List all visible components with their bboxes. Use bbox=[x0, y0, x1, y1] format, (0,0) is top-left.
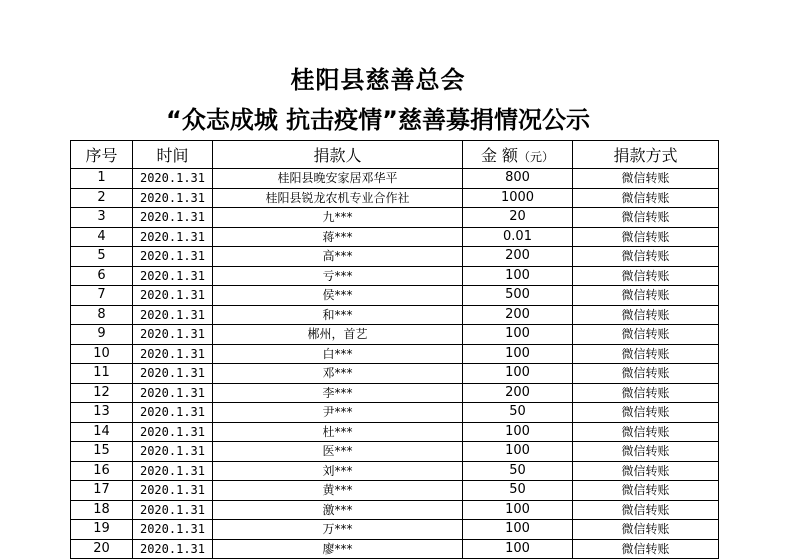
cell-donor: 激*** bbox=[213, 500, 463, 520]
cell-amount: 100 bbox=[463, 422, 573, 442]
cell-donor: 医*** bbox=[213, 442, 463, 462]
cell-amount: 50 bbox=[463, 461, 573, 481]
cell-donor: 李*** bbox=[213, 383, 463, 403]
document-subtitle: “众志成城 抗击疫情”慈善募捐情况公示 bbox=[166, 106, 590, 134]
cell-date: 2020.1.31 bbox=[133, 188, 213, 208]
cell-amount: 200 bbox=[463, 247, 573, 267]
cell-amount: 50 bbox=[463, 481, 573, 501]
cell-amount: 100 bbox=[463, 500, 573, 520]
table-row bbox=[71, 461, 719, 481]
cell-method: 微信转账 bbox=[573, 266, 719, 286]
cell-date: 2020.1.31 bbox=[133, 461, 213, 481]
table-row bbox=[71, 286, 719, 306]
cell-donor: 万*** bbox=[213, 520, 463, 540]
cell-amount: 50 bbox=[463, 403, 573, 423]
cell-date: 2020.1.31 bbox=[133, 227, 213, 247]
table-row bbox=[71, 247, 719, 267]
cell-method: 微信转账 bbox=[573, 383, 719, 403]
cell-date: 2020.1.31 bbox=[133, 520, 213, 540]
table-row bbox=[71, 383, 719, 403]
cell-amount: 0.01 bbox=[463, 227, 573, 247]
cell-seq: 12 bbox=[71, 383, 133, 403]
cell-method: 微信转账 bbox=[573, 344, 719, 364]
cell-method: 微信转账 bbox=[573, 403, 719, 423]
cell-amount: 800 bbox=[463, 169, 573, 189]
table-row bbox=[71, 422, 719, 442]
table-row bbox=[71, 364, 719, 384]
cell-amount: 100 bbox=[463, 344, 573, 364]
column-header-amount-unit: （元） bbox=[518, 150, 555, 164]
cell-method: 微信转账 bbox=[573, 520, 719, 540]
cell-seq: 11 bbox=[71, 364, 133, 384]
cell-method: 微信转账 bbox=[573, 247, 719, 267]
table-row bbox=[71, 208, 719, 228]
cell-date: 2020.1.31 bbox=[133, 325, 213, 345]
cell-seq: 6 bbox=[71, 266, 133, 286]
cell-method: 微信转账 bbox=[573, 208, 719, 228]
table-row bbox=[71, 500, 719, 520]
cell-donor: 桂阳县晚安家居邓华平 bbox=[213, 169, 463, 189]
table-row bbox=[71, 442, 719, 462]
table-row bbox=[71, 325, 719, 345]
cell-amount: 20 bbox=[463, 208, 573, 228]
donation-table bbox=[70, 140, 719, 559]
cell-donor: 廖*** bbox=[213, 539, 463, 559]
cell-donor: 桂阳县锐龙农机专业合作社 bbox=[213, 188, 463, 208]
cell-seq: 1 bbox=[71, 169, 133, 189]
cell-date: 2020.1.31 bbox=[133, 266, 213, 286]
cell-date: 2020.1.31 bbox=[133, 305, 213, 325]
cell-amount: 500 bbox=[463, 286, 573, 306]
table-row bbox=[71, 266, 719, 286]
cell-seq: 14 bbox=[71, 422, 133, 442]
cell-donor: 侯*** bbox=[213, 286, 463, 306]
cell-amount: 100 bbox=[463, 325, 573, 345]
cell-method: 微信转账 bbox=[573, 539, 719, 559]
cell-date: 2020.1.31 bbox=[133, 422, 213, 442]
cell-seq: 9 bbox=[71, 325, 133, 345]
cell-amount: 200 bbox=[463, 305, 573, 325]
cell-date: 2020.1.31 bbox=[133, 344, 213, 364]
cell-seq: 4 bbox=[71, 227, 133, 247]
cell-method: 微信转账 bbox=[573, 188, 719, 208]
cell-seq: 15 bbox=[71, 442, 133, 462]
cell-method: 微信转账 bbox=[573, 500, 719, 520]
cell-donor: 刘*** bbox=[213, 461, 463, 481]
table-row bbox=[71, 169, 719, 189]
cell-donor: 黄*** bbox=[213, 481, 463, 501]
cell-donor: 亏*** bbox=[213, 266, 463, 286]
cell-method: 微信转账 bbox=[573, 442, 719, 462]
cell-seq: 16 bbox=[71, 461, 133, 481]
cell-method: 微信转账 bbox=[573, 169, 719, 189]
cell-donor: 白*** bbox=[213, 344, 463, 364]
table-row bbox=[71, 539, 719, 559]
cell-donor: 尹*** bbox=[213, 403, 463, 423]
cell-date: 2020.1.31 bbox=[133, 247, 213, 267]
cell-method: 微信转账 bbox=[573, 325, 719, 345]
table-header-row bbox=[71, 141, 719, 169]
document-title: 桂阳县慈善总会 bbox=[290, 66, 466, 94]
cell-donor: 郴州，首艺 bbox=[213, 325, 463, 345]
cell-seq: 20 bbox=[71, 539, 133, 559]
cell-method: 微信转账 bbox=[573, 305, 719, 325]
cell-seq: 7 bbox=[71, 286, 133, 306]
cell-donor: 九*** bbox=[213, 208, 463, 228]
cell-date: 2020.1.31 bbox=[133, 208, 213, 228]
column-header-method: 捐款方式 bbox=[573, 141, 719, 169]
cell-seq: 3 bbox=[71, 208, 133, 228]
cell-seq: 17 bbox=[71, 481, 133, 501]
cell-method: 微信转账 bbox=[573, 481, 719, 501]
cell-amount: 100 bbox=[463, 442, 573, 462]
cell-method: 微信转账 bbox=[573, 461, 719, 481]
cell-donor: 蒋*** bbox=[213, 227, 463, 247]
cell-date: 2020.1.31 bbox=[133, 500, 213, 520]
cell-amount: 100 bbox=[463, 539, 573, 559]
column-header-amount-label: 金 额 bbox=[480, 146, 519, 165]
column-header-seq: 序号 bbox=[71, 141, 133, 169]
cell-date: 2020.1.31 bbox=[133, 539, 213, 559]
column-header-donor: 捐款人 bbox=[213, 141, 463, 169]
cell-date: 2020.1.31 bbox=[133, 169, 213, 189]
cell-method: 微信转账 bbox=[573, 364, 719, 384]
table-row bbox=[71, 227, 719, 247]
cell-seq: 18 bbox=[71, 500, 133, 520]
cell-seq: 2 bbox=[71, 188, 133, 208]
cell-amount: 100 bbox=[463, 520, 573, 540]
cell-donor: 邓*** bbox=[213, 364, 463, 384]
cell-date: 2020.1.31 bbox=[133, 383, 213, 403]
cell-date: 2020.1.31 bbox=[133, 286, 213, 306]
cell-amount: 100 bbox=[463, 266, 573, 286]
table-row bbox=[71, 520, 719, 540]
cell-amount: 200 bbox=[463, 383, 573, 403]
table-row bbox=[71, 481, 719, 501]
cell-seq: 19 bbox=[71, 520, 133, 540]
cell-amount: 1000 bbox=[463, 188, 573, 208]
column-header-amount bbox=[463, 141, 573, 169]
table-row bbox=[71, 344, 719, 364]
cell-method: 微信转账 bbox=[573, 286, 719, 306]
cell-seq: 8 bbox=[71, 305, 133, 325]
cell-date: 2020.1.31 bbox=[133, 442, 213, 462]
table-row bbox=[71, 305, 719, 325]
cell-donor: 和*** bbox=[213, 305, 463, 325]
cell-date: 2020.1.31 bbox=[133, 364, 213, 384]
cell-seq: 13 bbox=[71, 403, 133, 423]
cell-seq: 5 bbox=[71, 247, 133, 267]
cell-seq: 10 bbox=[71, 344, 133, 364]
cell-amount: 100 bbox=[463, 364, 573, 384]
cell-donor: 杜*** bbox=[213, 422, 463, 442]
cell-date: 2020.1.31 bbox=[133, 403, 213, 423]
table-row bbox=[71, 188, 719, 208]
table-row bbox=[71, 403, 719, 423]
cell-date: 2020.1.31 bbox=[133, 481, 213, 501]
cell-method: 微信转账 bbox=[573, 227, 719, 247]
cell-donor: 高*** bbox=[213, 247, 463, 267]
cell-method: 微信转账 bbox=[573, 422, 719, 442]
column-header-date: 时间 bbox=[133, 141, 213, 169]
